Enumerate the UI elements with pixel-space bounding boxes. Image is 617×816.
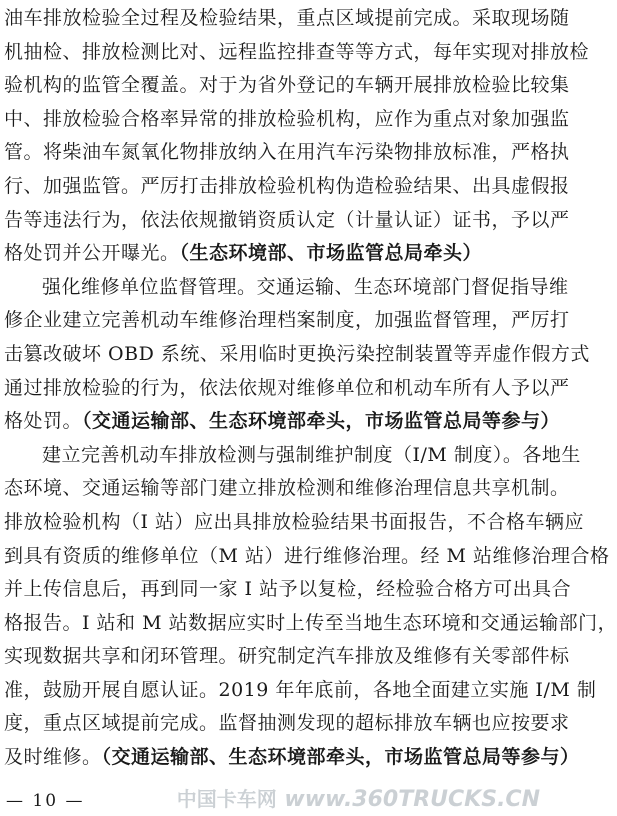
text-line: 修企业建立完善机动车维修治理档案制度，加强监督管理，严厉打: [4, 309, 570, 332]
text-line: 排放检验机构（I 站）应出具排放检验结果书面报告，不合格车辆应: [4, 510, 585, 533]
text-line: 实现数据共享和闭环管理。研究制定汽车排放及维修有关零部件标: [4, 645, 570, 668]
paragraph-start-line: 强化维修单位监督管理。交通运输、生态环境部门督促指导维: [42, 275, 569, 298]
text-line: [4, 405, 561, 439]
responsible-departments: （生态环境部、市场监管总局牵头）: [179, 242, 483, 265]
text-line: 管。将柴油车氮氧化物排放纳入在用汽车污染物排放标准，严格执: [4, 141, 570, 164]
text-line: 并上传信息后，再到同一家 I 站予以复检，经检验合格方可出具合: [4, 578, 572, 601]
line-text: 格处罚并公开曝光。: [4, 242, 180, 265]
site-watermark: [177, 787, 540, 812]
text-line: 通过排放检验的行为，依法依规对维修单位和机动车所有人予以严: [4, 376, 570, 399]
text-line: 格报告。I 站和 M 站数据应实时上传至当地生态环境和交通运输部门，: [4, 611, 617, 634]
watermark-url: www.360TRUCKS.CN: [284, 787, 540, 812]
text-line: 准，鼓励开展自愿认证。2019 年年底前，各地全面建立实施 I/M 制: [4, 678, 597, 701]
responsible-departments: （交通运输部、生态环境部牵头，市场监管总局等参与）: [82, 410, 561, 433]
text-line: 到具有资质的维修单位（M 站）进行维修治理。经 M 站维修治理合格: [4, 544, 610, 567]
text-line: 击篡改破坏 OBD 系统、采用临时更换污染控制装置等弄虚作假方式: [4, 342, 590, 365]
text-line: 中、排放检验合格率异常的排放检验机构，应作为重点对象加强监: [4, 107, 570, 130]
line-text: 及时维修。: [4, 746, 102, 769]
text-line: 油车排放检验全过程及检验结果，重点区域提前完成。采取现场随: [4, 7, 570, 29]
text-line: 告等违法行为，依法依规撤销资质认定（计量认证）证书，予以严: [4, 208, 570, 231]
watermark-cn: 中国卡车网: [176, 787, 277, 811]
text-line: 验机构的监管全覆盖。对于为省外登记的车辆开展排放检验比较集: [4, 74, 570, 97]
responsible-departments: （交通运输部、生态环境部牵头，市场监管总局等参与）: [101, 746, 580, 769]
text-line: 行、加强监管。严厉打击排放检验机构伪造检验结果、出具虚假报: [4, 174, 570, 197]
text-line: [4, 237, 544, 271]
page-number: — 10 —: [6, 791, 85, 811]
text-line: 机抽检、排放检测比对、远程监控排查等等方式，每年实现对排放检: [4, 40, 590, 63]
body-text: [4, 2, 617, 775]
paragraph-start-line: 建立完善机动车排放检测与强制维护制度（I/M 制度）。各地生: [42, 443, 581, 466]
text-line: 态环境、交通运输等部门建立排放检测和维修治理信息共享机制。: [4, 477, 570, 500]
text-line: [4, 741, 580, 775]
text-line: 度，重点区域提前完成。监督抽测发现的超标排放车辆也应按要求: [4, 712, 570, 735]
line-text: 格处罚。: [4, 410, 83, 433]
